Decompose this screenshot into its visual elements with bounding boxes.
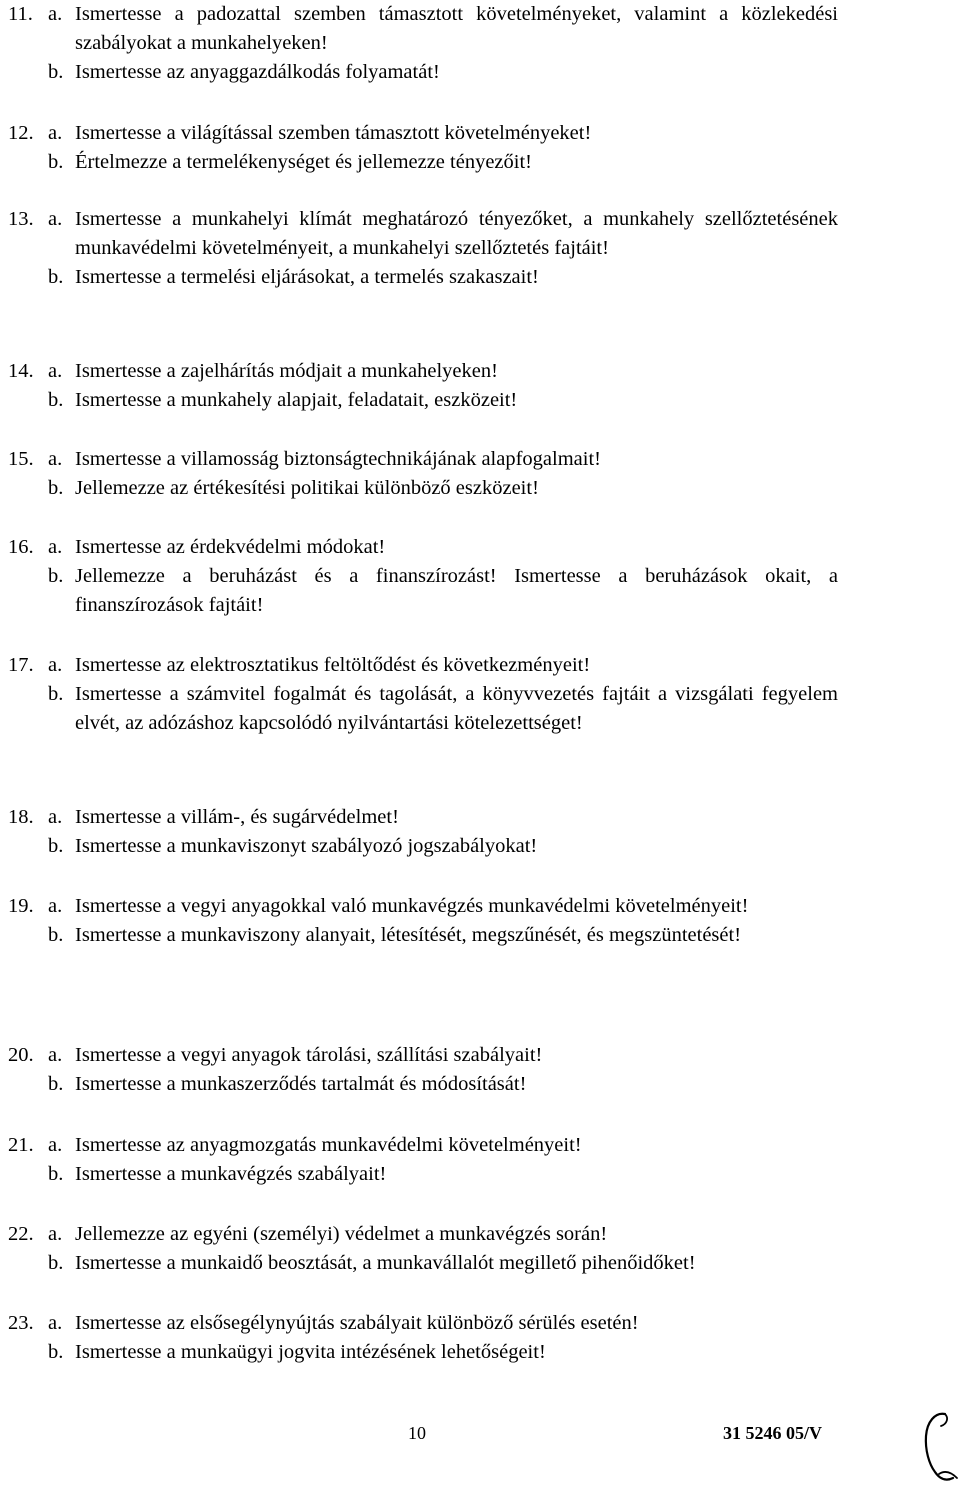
part-label-b: b. bbox=[48, 565, 64, 587]
question-16 bbox=[8, 533, 838, 620]
question-part-a bbox=[8, 1309, 838, 1338]
question-text-a: Ismertesse a zajelhárítás módjait a munkahelyeken! bbox=[75, 360, 498, 382]
question-text-b: Ismertesse a munkaviszonyt szabályozó jogszabályokat! bbox=[75, 835, 538, 857]
question-20 bbox=[8, 1041, 838, 1099]
question-number: 15. bbox=[8, 448, 34, 470]
question-number: 20. bbox=[8, 1044, 34, 1066]
question-text-a: Ismertesse a vegyi anyagokkal való munkavégzés munkavédelmi követelményeit! bbox=[75, 895, 749, 917]
question-part-b bbox=[8, 474, 838, 503]
question-part-a bbox=[8, 1220, 838, 1249]
part-label-b: b. bbox=[48, 835, 64, 857]
part-label-b: b. bbox=[48, 1163, 64, 1185]
question-text-b: Jellemezze az értékesítési politikai különböző eszközeit! bbox=[75, 477, 539, 499]
question-text-a: Ismertesse az érdekvédelmi módokat! bbox=[75, 536, 386, 558]
part-label-a: a. bbox=[48, 3, 63, 25]
question-22 bbox=[8, 1220, 838, 1278]
question-text-a: Ismertesse a padozattal szemben támasztott követelményeket, valamint a közlekedési szabályokat a munkahelyeken! bbox=[75, 3, 838, 54]
question-part-a bbox=[8, 533, 838, 562]
part-label-a: a. bbox=[48, 654, 63, 676]
question-part-b bbox=[8, 680, 838, 738]
question-17 bbox=[8, 651, 838, 738]
question-part-b bbox=[8, 1070, 838, 1099]
question-15 bbox=[8, 445, 838, 503]
handwritten-initial-signature bbox=[915, 1408, 960, 1486]
question-part-a bbox=[8, 892, 838, 921]
question-11 bbox=[8, 0, 838, 87]
part-label-b: b. bbox=[48, 1341, 64, 1363]
question-number: 12. bbox=[8, 122, 34, 144]
question-text-a: Ismertesse a munkahelyi klímát meghatározó tényezőket, a munkahely szellőztetésének munkavédelmi követelményeit, a munkahelyi szellőztetés fajtáit! bbox=[75, 208, 838, 259]
part-label-a: a. bbox=[48, 1134, 63, 1156]
question-text-b: Ismertesse a munkaügyi jogvita intézésének lehetőségeit! bbox=[75, 1341, 546, 1363]
part-label-b: b. bbox=[48, 924, 64, 946]
question-part-a bbox=[8, 205, 838, 263]
part-label-a: a. bbox=[48, 806, 63, 828]
question-text-b: Értelmezze a termelékenységet és jellemezze tényezőit! bbox=[75, 151, 532, 173]
question-part-a bbox=[8, 1131, 838, 1160]
part-label-b: b. bbox=[48, 389, 64, 411]
question-part-a bbox=[8, 1041, 838, 1070]
question-text-b: Ismertesse az anyaggazdálkodás folyamatát! bbox=[75, 61, 440, 83]
part-label-a: a. bbox=[48, 208, 63, 230]
question-12 bbox=[8, 119, 838, 177]
question-part-a bbox=[8, 803, 838, 832]
question-text-b: Ismertesse a munkahely alapjait, feladatait, eszközeit! bbox=[75, 389, 518, 411]
question-text-b: Ismertesse a munkaszerződés tartalmát és módosítását! bbox=[75, 1073, 527, 1095]
part-label-b: b. bbox=[48, 1073, 64, 1095]
question-23 bbox=[8, 1309, 838, 1367]
question-text-a: Jellemezze az egyéni (személyi) védelmet a munkavégzés során! bbox=[75, 1223, 608, 1245]
part-label-b: b. bbox=[48, 151, 64, 173]
question-text-b: Ismertesse a munkavégzés szabályait! bbox=[75, 1163, 387, 1185]
part-label-a: a. bbox=[48, 536, 63, 558]
question-18 bbox=[8, 803, 838, 861]
question-13 bbox=[8, 205, 838, 292]
question-part-b bbox=[8, 148, 838, 177]
question-text-a: Ismertesse a villamosság biztonságtechnikájának alapfogalmait! bbox=[75, 448, 601, 470]
document-code: 31 5246 05/V bbox=[723, 1423, 822, 1443]
part-label-a: a. bbox=[48, 1223, 63, 1245]
question-21 bbox=[8, 1131, 838, 1189]
part-label-b: b. bbox=[48, 266, 64, 288]
question-text-a: Ismertesse a villám-, és sugárvédelmet! bbox=[75, 806, 399, 828]
question-part-a bbox=[8, 119, 838, 148]
question-text-a: Ismertesse az elsősegélynyújtás szabályait különböző sérülés esetén! bbox=[75, 1312, 639, 1334]
part-label-b: b. bbox=[48, 477, 64, 499]
question-number: 22. bbox=[8, 1223, 34, 1245]
question-part-b bbox=[8, 263, 838, 292]
question-number: 13. bbox=[8, 208, 34, 230]
question-text-b: Ismertesse a számvitel fogalmát és tagolását, a könyvvezetés fajtáit a vizsgálati fegyelem elvét, az adózáshoz kapcsolódó nyilvántartási kötelezettséget! bbox=[75, 683, 838, 734]
question-text-a: Ismertesse a vegyi anyagok tárolási, szállítási szabályait! bbox=[75, 1044, 543, 1066]
question-part-a bbox=[8, 0, 838, 58]
question-number: 21. bbox=[8, 1134, 34, 1156]
page-number: 10 bbox=[408, 1423, 426, 1443]
question-text-b: Ismertesse a termelési eljárásokat, a termelés szakaszait! bbox=[75, 266, 539, 288]
question-part-a bbox=[8, 445, 838, 474]
question-text-b: Ismertesse a munkaidő beosztását, a munkavállalót megillető pihenőidőket! bbox=[75, 1252, 696, 1274]
question-part-b bbox=[8, 921, 838, 950]
question-part-b bbox=[8, 1249, 838, 1278]
question-text-a: Ismertesse az anyagmozgatás munkavédelmi követelményeit! bbox=[75, 1134, 582, 1156]
part-label-b: b. bbox=[48, 61, 64, 83]
question-text-b: Ismertesse a munkaviszony alanyait, létesítését, megszűnését, és megszüntetését! bbox=[75, 924, 742, 946]
question-number: 18. bbox=[8, 806, 34, 828]
question-text-a: Ismertesse az elektrosztatikus feltöltődést és következményeit! bbox=[75, 654, 591, 676]
question-part-b bbox=[8, 1160, 838, 1189]
question-number: 16. bbox=[8, 536, 34, 558]
part-label-a: a. bbox=[48, 1044, 63, 1066]
question-number: 23. bbox=[8, 1312, 34, 1334]
question-part-b bbox=[8, 58, 838, 87]
question-part-b bbox=[8, 1338, 838, 1367]
question-text-a: Ismertesse a világítással szemben támasztott követelményeket! bbox=[75, 122, 592, 144]
question-number: 11. bbox=[8, 3, 33, 25]
question-part-a bbox=[8, 651, 838, 680]
part-label-b: b. bbox=[48, 1252, 64, 1274]
question-19 bbox=[8, 892, 838, 950]
question-part-b bbox=[8, 832, 838, 861]
part-label-b: b. bbox=[48, 683, 64, 705]
question-number: 14. bbox=[8, 360, 34, 382]
part-label-a: a. bbox=[48, 122, 63, 144]
question-part-b bbox=[8, 562, 838, 620]
question-number: 17. bbox=[8, 654, 34, 676]
part-label-a: a. bbox=[48, 1312, 63, 1334]
question-part-b bbox=[8, 386, 838, 415]
part-label-a: a. bbox=[48, 360, 63, 382]
question-part-a bbox=[8, 357, 838, 386]
question-text-b: Jellemezze a beruházást és a finanszírozást! Ismertesse a beruházások okait, a finanszírozások fajtáit! bbox=[75, 565, 838, 616]
question-number: 19. bbox=[8, 895, 34, 917]
part-label-a: a. bbox=[48, 448, 63, 470]
part-label-a: a. bbox=[48, 895, 63, 917]
question-14 bbox=[8, 357, 838, 415]
